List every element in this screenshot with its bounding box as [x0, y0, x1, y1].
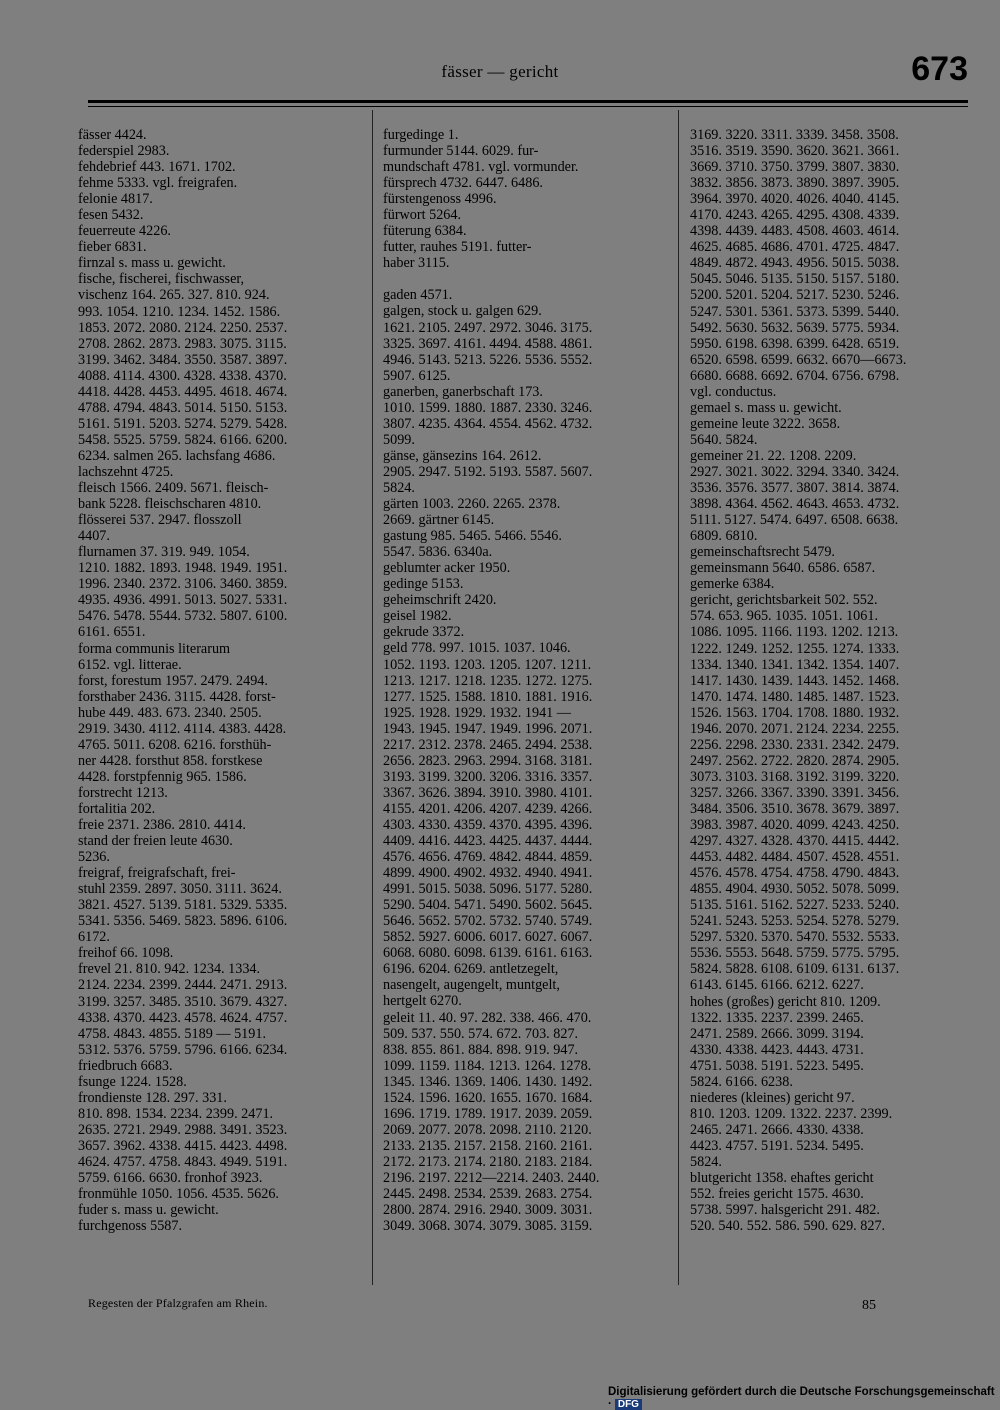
index-entry-line: 6172. [78, 929, 110, 946]
index-entry-line: 6520. 6598. 6599. 6632. 6670—6673. [690, 351, 907, 368]
index-entry-line: 2465. 2471. 2666. 4330. 4338. [690, 1121, 864, 1138]
index-entry-line: 3832. 3856. 3873. 3890. 3897. 3905. [690, 175, 900, 192]
index-entry-line: blutgericht 1358. ehaftes gericht [690, 1170, 874, 1187]
index-entry-line: 4338. 4370. 4423. 4578. 4624. 4757. [78, 1009, 288, 1026]
index-entry-line: 1621. 2105. 2497. 2972. 3046. 3175. [383, 319, 593, 336]
index-entry-line: 2445. 2498. 2534. 2539. 2683. 2754. [383, 1186, 593, 1203]
index-entry-line: 2800. 2874. 2916. 2940. 3009. 3031. [383, 1202, 593, 1219]
index-entry-line: 5640. 5824. [690, 431, 758, 448]
index-entry-line: fehme 5333. vgl. freigrafen. [78, 175, 238, 192]
index-entry-line: 1696. 1719. 1789. 1917. 2039. 2059. [383, 1105, 593, 1122]
index-entry-line: 5646. 5652. 5702. 5732. 5740. 5749. [383, 913, 593, 930]
index-entry-line: gastung 985. 5465. 5466. 5546. [383, 528, 562, 545]
index-entry-line: geisel 1982. [383, 608, 452, 625]
index-entry-line: 5536. 5553. 5648. 5759. 5775. 5795. [690, 945, 900, 962]
index-entry-line: 2471. 2589. 2666. 3099. 3194. [690, 1025, 864, 1042]
index-entry-line: füterung 6384. [383, 223, 467, 240]
index-entry-line: 2172. 2173. 2174. 2180. 2183. 2184. [383, 1153, 593, 1170]
index-entry-line: felonie 4817. [78, 191, 153, 208]
index-entry-line: 5492. 5630. 5632. 5639. 5775. 5934. [690, 319, 900, 336]
index-entry-line: mundschaft 4781. vgl. vormunder. [383, 159, 579, 176]
index-entry-line: gedinge 5153. [383, 576, 464, 593]
index-entry-line: 4453. 4482. 4484. 4507. 4528. 4551. [690, 849, 900, 866]
index-entry-line: 3049. 3068. 3074. 3079. 3085. 3159. [383, 1218, 593, 1235]
index-entry-line: 5824. 6166. 6238. [690, 1073, 793, 1090]
index-entry [78, 480, 360, 512]
index-entry [78, 143, 360, 159]
index-entry-line: 5341. 5356. 5469. 5823. 5896. 6106. [78, 913, 288, 930]
index-entry-line: 4303. 4330. 4359. 4370. 4395. 4396. [383, 816, 593, 833]
index-entry-line: 3193. 3199. 3200. 3206. 3316. 3357. [383, 768, 593, 785]
index-entry [78, 961, 360, 1057]
index-entry [690, 448, 972, 544]
column-divider [372, 110, 373, 1285]
index-entry-line: fürstengenoss 4996. [383, 191, 497, 208]
index-entry-line: vischenz 164. 265. 327. 810. 924. [78, 287, 270, 304]
index-entry-line: 5247. 5301. 5361. 5373. 5399. 5440. [690, 303, 900, 320]
index-entry [383, 303, 661, 383]
index-entry-line: 5161. 5191. 5203. 5274. 5279. 5428. [78, 415, 288, 432]
index-entry-line: 1052. 1193. 1203. 1205. 1207. 1211. [383, 656, 592, 673]
index-entry [78, 223, 360, 239]
index-entry-line: 6809. 6810. [690, 528, 758, 545]
index-entry-line: 509. 537. 550. 574. 672. 703. 827. [383, 1025, 579, 1042]
index-entry-line: gekrude 3372. [383, 624, 465, 641]
index-entry-line: 2656. 2823. 2963. 2994. 3168. 3181. [383, 752, 593, 769]
index-entry-line: geleit 11. 40. 97. 282. 338. 466. 470. [383, 1009, 592, 1026]
index-entry-line: gärten 1003. 2260. 2265. 2378. [383, 496, 561, 513]
index-entry-line: fesen 5432. [78, 207, 144, 224]
index-entry [383, 143, 661, 175]
index-entry-line: 6143. 6145. 6166. 6212. 6227. [690, 977, 864, 994]
index-entry-line: 3367. 3626. 3894. 3910. 3980. 4101. [383, 784, 593, 801]
index-entry-line: niederes (kleines) gericht 97. [690, 1089, 855, 1106]
index-entry-line: 4991. 5015. 5038. 5096. 5177. 5280. [383, 881, 593, 898]
index-entry [690, 400, 972, 416]
index-entry-line: 6234. salmen 265. lachsfang 4686. [78, 447, 276, 464]
index-entry-line: forst, forestum 1957. 2479. 2494. [78, 672, 268, 689]
index-entry-line: ganerben, ganerbschaft 173. [383, 383, 543, 400]
index-entry-line: 5241. 5243. 5253. 5254. 5278. 5279. [690, 913, 900, 930]
index-entry-line: feuerreute 4226. [78, 223, 171, 240]
index-entry-line: 4418. 4428. 4453. 4495. 4618. 4674. [78, 383, 288, 400]
index-entry-line: futter, rauhes 5191. futter- [383, 239, 532, 256]
index-entry-line: flurnamen 37. 319. 949. 1054. [78, 544, 250, 561]
index-entry-line: 1943. 1945. 1947. 1949. 1996. 2071. [383, 720, 593, 737]
index-entry-line: haber 3115. [383, 255, 450, 272]
index-entry-line: lachszehnt 4725. [78, 463, 174, 480]
index-entry [383, 496, 661, 528]
index-entry-line: fleisch 1566. 2409. 5671. fleisch- [78, 480, 269, 497]
index-entry-line: 2919. 3430. 4112. 4114. 4383. 4428. [78, 720, 287, 737]
index-entry-line: fsunge 1224. 1528. [78, 1073, 187, 1090]
index-entry-line: 4428. forstpfennig 965. 1586. [78, 768, 247, 785]
index-entry-line: hohes (großes) gericht 810. 1209. [690, 993, 881, 1010]
index-entry [383, 448, 661, 496]
index-entry-line: forstrecht 1213. [78, 784, 168, 801]
index-entry-line: 552. freies gericht 1575. 4630. [690, 1186, 864, 1203]
index-entry-line: firnzal s. mass u. gewicht. [78, 255, 226, 272]
index-entry-line: fische, fischerei, fischwasser, [78, 271, 245, 288]
index-entry-line: 6680. 6688. 6692. 6704. 6756. 6798. [690, 367, 900, 384]
index-entry-line: gemael s. mass u. gewicht. [690, 399, 842, 416]
index-entry-line: federspiel 2983. [78, 143, 170, 160]
index-entry-line: 3983. 3987. 4020. 4099. 4243. 4250. [690, 817, 900, 834]
index-entry-line: geheimschrift 2420. [383, 592, 497, 609]
index-entry [383, 239, 661, 271]
index-entry-line: 2124. 2234. 2399. 2444. 2471. 2913. [78, 977, 288, 994]
index-entry [690, 592, 972, 993]
index-entry-line: 2669. gärtner 6145. [383, 512, 495, 529]
index-entry [78, 1218, 360, 1234]
index-entry [383, 560, 661, 576]
index-entry [383, 223, 661, 239]
index-entry-line: 3536. 3576. 3577. 3807. 3814. 3874. [690, 480, 900, 497]
index-entry [78, 673, 360, 801]
index-entry-line: 4407. [78, 528, 110, 545]
index-entry-line: 2497. 2562. 2722. 2820. 2874. 2905. [690, 752, 900, 769]
index-entry-line: fässer 4424. [78, 127, 147, 143]
index-entry [78, 512, 360, 544]
index-entry [383, 528, 661, 560]
index-entry-line: 4330. 4338. 4423. 4443. 4731. [690, 1041, 864, 1058]
index-entry [78, 159, 360, 175]
index-entry-line: 5547. 5836. 6340a. [383, 544, 493, 561]
footer-source: Regesten der Pfalzgrafen am Rhein. [88, 1296, 268, 1310]
index-entry-line: 5852. 5927. 6006. 6017. 6027. 6067. [383, 929, 593, 946]
index-entry [690, 560, 972, 576]
index-entry-line: 2133. 2135. 2157. 2158. 2160. 2161. [383, 1137, 593, 1154]
index-entry [78, 1058, 360, 1074]
header-rule-thick [88, 100, 968, 103]
index-entry-line: forma communis literarum [78, 640, 231, 657]
index-entry-line: 1853. 2072. 2080. 2124. 2250. 2537. [78, 319, 288, 336]
index-entry-line: 5236. [78, 849, 110, 866]
index-entry-line: frevel 21. 810. 942. 1234. 1334. [78, 961, 261, 978]
index-entry-line: 1925. 1928. 1929. 1932. 1941 — [383, 704, 571, 721]
index-entry-line: friedbruch 6683. [78, 1057, 173, 1074]
index-entry-line: 1099. 1159. 1184. 1213. 1264. 1278. [383, 1057, 592, 1074]
index-entry-line: 5476. 5478. 5544. 5732. 5807. 6100. [78, 608, 288, 625]
index-entry [78, 271, 360, 480]
index-entry-line: 1010. 1599. 1880. 1887. 2330. 3246. [383, 399, 593, 416]
index-entry-line: 3516. 3519. 3590. 3620. 3621. 3661. [690, 143, 900, 160]
index-entry-line: freigraf, freigrafschaft, frei- [78, 865, 236, 882]
index-entry-line: 5824. [690, 1154, 722, 1170]
index-entry [383, 191, 661, 207]
header-rule-thin [88, 106, 968, 107]
index-entry-line: 4751. 5038. 5191. 5223. 5495. [690, 1057, 864, 1074]
index-entry-line: freie 2371. 2386. 2810. 4414. [78, 817, 246, 834]
index-entry-line: 2927. 3021. 3022. 3294. 3340. 3424. [690, 463, 900, 480]
index-entry-line: 6068. 6080. 6098. 6139. 6161. 6163. [383, 945, 593, 962]
index-entry-line: 4788. 4794. 4843. 5014. 5150. 5153. [78, 399, 288, 416]
digitization-note [608, 1386, 1000, 1410]
index-entry-line: gemerke 6384. [690, 576, 775, 593]
index-entry [383, 624, 661, 640]
index-entry-line: 2256. 2298. 2330. 2331. 2342. 2479. [690, 736, 900, 753]
index-entry-line: 3821. 4527. 5139. 5181. 5329. 5335. [78, 897, 288, 914]
index-entry-line: 2069. 2077. 2078. 2098. 2110. 2120. [383, 1121, 592, 1138]
index-entry-line: 5111. 5127. 5474. 6497. 6508. 6638. [690, 512, 899, 529]
index-entry-line: 3898. 4364. 4562. 4643. 4653. 4732. [690, 496, 900, 513]
digitization-text: Digitalisierung gefördert durch die Deutsche Forschungsgemeinschaft · [608, 1386, 995, 1410]
index-entry-line: 3073. 3103. 3168. 3192. 3199. 3220. [690, 768, 900, 785]
index-entry-line: 1417. 1430. 1439. 1443. 1452. 1468. [690, 672, 900, 689]
index-entry-line: vgl. conductus. [690, 383, 777, 400]
index-entry [78, 1090, 360, 1202]
index-entry-line: 3669. 3710. 3750. 3799. 3807. 3830. [690, 159, 900, 176]
page-number: 673 [911, 50, 968, 88]
index-entry-line: 5135. 5161. 5162. 5227. 5233. 5240. [690, 897, 900, 914]
index-entry-line: 5738. 5997. halsgericht 291. 482. [690, 1202, 880, 1219]
index-entry-line: 4155. 4201. 4206. 4207. 4239. 4266. [383, 800, 593, 817]
index-entry-line: 3325. 3697. 4161. 4494. 4588. 4861. [383, 335, 593, 352]
index-entry-line: 1946. 2070. 2071. 2124. 2234. 2255. [690, 720, 900, 737]
index-entry-line: 4765. 5011. 6208. 6216. forsthüh- [78, 736, 272, 753]
index-entry-line: fürsprech 4732. 6447. 6486. [383, 175, 543, 192]
index-entry-line: forsthaber 2436. 3115. 4428. forst- [78, 688, 276, 705]
index-entry [383, 608, 661, 624]
index-entry [690, 416, 972, 448]
index-entry-line: nasengelt, augengelt, muntgelt, [383, 977, 560, 994]
index-entry-line: 5099. [383, 431, 415, 448]
index-entry-line: 5297. 5320. 5370. 5470. 5532. 5533. [690, 929, 900, 946]
index-entry-line: 5290. 5404. 5471. 5490. 5602. 5645. [383, 897, 593, 914]
index-entry-line: 810. 898. 1534. 2234. 2399. 2471. [78, 1105, 274, 1122]
index-entry-line: gemeinschaftsrecht 5479. [690, 544, 835, 561]
index-entry-line: 6152. vgl. litterae. [78, 656, 182, 673]
index-entry-line: 1345. 1346. 1369. 1406. 1430. 1492. [383, 1073, 593, 1090]
index-entry-line: 5950. 6198. 6398. 6399. 6428. 6519. [690, 335, 900, 352]
index-entry [78, 544, 360, 640]
index-entry-line: 2635. 2721. 2949. 2988. 3491. 3523. [78, 1121, 288, 1138]
index-entry-line: 1086. 1095. 1166. 1193. 1202. 1213. [690, 624, 899, 641]
index-entry-line: 3657. 3962. 4338. 4415. 4423. 4498. [78, 1137, 288, 1154]
dfg-logo: DFG [615, 1399, 642, 1410]
index-entry [690, 576, 972, 592]
index-entry-line: 3169. 3220. 3311. 3339. 3458. 3508. [690, 127, 899, 143]
index-entry-line: 3199. 3257. 3485. 3510. 3679. 4327. [78, 993, 288, 1010]
index-entry-line: fieber 6831. [78, 239, 147, 256]
index-entry-line: 4758. 4843. 4855. 5189 — 5191. [78, 1025, 266, 1042]
index-entry-line: fronmühle 1050. 1056. 4535. 5626. [78, 1186, 279, 1203]
index-entry-line: 4899. 4900. 4902. 4932. 4940. 4941. [383, 865, 593, 882]
index-entry-line: 2196. 2197. 2212—2214. 2403. 2440. [383, 1170, 600, 1186]
index-entry [383, 287, 661, 303]
index-entry [78, 191, 360, 207]
index-entry [383, 175, 661, 191]
index-entry-line: furgedinge 1. [383, 127, 459, 143]
index-entry-line: geld 778. 997. 1015. 1037. 1046. [383, 640, 571, 657]
index-entry-line: 4935. 4936. 4991. 5013. 5027. 5331. [78, 592, 288, 609]
index-entry-line: 3199. 3462. 3484. 3550. 3587. 3897. [78, 351, 288, 368]
index-entry-line: 5759. 6166. 6630. fronhof 3923. [78, 1170, 263, 1187]
index-entry-line: 1996. 2340. 2372. 3106. 3460. 3859. [78, 576, 288, 593]
index-entry-line: freihof 66. 1098. [78, 945, 174, 962]
index-entry [78, 175, 360, 191]
index-column-3 [690, 127, 972, 1234]
index-entry [690, 994, 972, 1090]
index-entry-line: 1470. 1474. 1480. 1485. 1487. 1523. [690, 688, 900, 705]
index-entry-line: hertgelt 6270. [383, 993, 462, 1010]
index-entry [78, 945, 360, 961]
index-entry-line: 4398. 4439. 4483. 4508. 4603. 4614. [690, 223, 900, 240]
index-entry-line: 1526. 1563. 1704. 1708. 1880. 1932. [690, 704, 900, 721]
index-entry-line: bank 5228. fleischscharen 4810. [78, 496, 262, 513]
index-entry [383, 384, 661, 448]
index-entry-line: 4576. 4656. 4769. 4842. 4844. 4859. [383, 849, 593, 866]
index-entry-line: furchgenoss 5587. [78, 1218, 183, 1235]
index-entry-line: 2905. 2947. 5192. 5193. 5587. 5607. [383, 463, 593, 480]
index-entry-line: gemeinsmann 5640. 6586. 6587. [690, 560, 876, 577]
index-entry-line: frondienste 128. 297. 331. [78, 1089, 227, 1106]
page-title: fässer — gericht [441, 62, 559, 81]
index-entry-line: 4409. 4416. 4423. 4425. 4437. 4444. [383, 833, 593, 850]
index-entry [383, 207, 661, 223]
index-entry-line: 4423. 4757. 5191. 5234. 5495. [690, 1137, 864, 1154]
index-entry-line: 5907. 6125. [383, 367, 451, 384]
index-entry-line: gänse, gänsezins 164. 2612. [383, 447, 542, 464]
index-entry-line: 3257. 3266. 3367. 3390. 3391. 3456. [690, 784, 900, 801]
index-entry [383, 640, 661, 1009]
index-entry-line: 5824. [383, 479, 415, 496]
index-entry-line: 5824. 5828. 6108. 6109. 6131. 6137. [690, 961, 900, 978]
index-entry-line: gemeine leute 3222. 3658. [690, 415, 841, 432]
index-entry-line: 3964. 3970. 4020. 4026. 4040. 4145. [690, 191, 900, 208]
index-entry-line: 1210. 1882. 1893. 1948. 1949. 1951. [78, 560, 288, 577]
entry-gap [383, 271, 661, 287]
index-entry [78, 865, 360, 945]
footer-signature: 85 [862, 1298, 876, 1313]
index-entry [690, 1170, 972, 1234]
index-entry [78, 817, 360, 865]
index-entry [690, 1090, 972, 1170]
index-entry [78, 207, 360, 223]
index-entry-line: 4624. 4757. 4758. 4843. 4949. 5191. [78, 1154, 288, 1170]
index-entry-line: gaden 4571. [383, 287, 453, 304]
index-entry [383, 592, 661, 608]
index-entry-line: 4088. 4114. 4300. 4328. 4338. 4370. [78, 367, 287, 384]
index-entry-line: 4855. 4904. 4930. 5052. 5078. 5099. [690, 881, 900, 898]
index-column-2 [383, 127, 661, 1234]
index-entry [690, 127, 972, 400]
index-entry-line: 838. 855. 861. 884. 898. 919. 947. [383, 1041, 579, 1058]
index-entry [78, 1074, 360, 1090]
index-entry-line: 1222. 1249. 1252. 1255. 1274. 1333. [690, 640, 900, 657]
index-entry [690, 544, 972, 560]
index-entry-line: 6196. 6204. 6269. antletzegelt, [383, 961, 559, 978]
index-entry-line: gemeiner 21. 22. 1208. 2209. [690, 447, 857, 464]
index-entry-line: fürwort 5264. [383, 207, 462, 224]
index-entry-line: fortalitia 202. [78, 800, 156, 817]
index-entry [383, 127, 661, 143]
index-entry-line: geblumter acker 1950. [383, 560, 511, 577]
index-entry-line: 993. 1054. 1210. 1234. 1452. 1586. [78, 303, 281, 320]
index-entry-line: 810. 1203. 1209. 1322. 2237. 2399. [690, 1105, 893, 1122]
index-entry-line: 574. 653. 965. 1035. 1051. 1061. [690, 608, 878, 625]
index-entry-line: 4946. 5143. 5213. 5226. 5536. 5552. [383, 351, 593, 368]
index-entry-line: 5312. 5376. 5759. 5796. 6166. 6234. [78, 1041, 288, 1058]
index-entry [383, 576, 661, 592]
index-entry-line: stand der freien leute 4630. [78, 833, 233, 850]
index-entry-line: furmunder 5144. 6029. fur- [383, 143, 539, 160]
index-entry-line: 5045. 5046. 5135. 5150. 5157. 5180. [690, 271, 900, 288]
index-entry [78, 127, 360, 143]
index-entry-line: 2708. 2862. 2873. 2983. 3075. 3115. [78, 335, 287, 352]
index-entry [383, 1010, 661, 1235]
index-entry-line: 6161. 6551. [78, 624, 146, 641]
index-entry-line: flösserei 537. 2947. flosszoll [78, 512, 242, 529]
index-entry-line: hube 449. 483. 673. 2340. 2505. [78, 704, 262, 721]
index-entry-line: 4849. 4872. 4943. 4956. 5015. 5038. [690, 255, 900, 272]
index-entry-line: 2217. 2312. 2378. 2465. 2494. 2538. [383, 736, 593, 753]
index-entry-line: 3484. 3506. 3510. 3678. 3679. 3897. [690, 800, 900, 817]
index-entry-line: 520. 540. 552. 586. 590. 629. 827. [690, 1218, 886, 1235]
index-entry-line: 1524. 1596. 1620. 1655. 1670. 1684. [383, 1089, 593, 1106]
index-entry-line: fehdebrief 443. 1671. 1702. [78, 159, 236, 176]
index-entry [78, 239, 360, 255]
index-entry-line: 4625. 4685. 4686. 4701. 4725. 4847. [690, 239, 900, 256]
index-entry [78, 1202, 360, 1218]
index-entry [78, 255, 360, 271]
index-entry-line: stuhl 2359. 2897. 3050. 3111. 3624. [78, 881, 282, 898]
index-entry-line: 4297. 4327. 4328. 4370. 4415. 4442. [690, 833, 900, 850]
index-entry-line: 1334. 1340. 1341. 1342. 1354. 1407. [690, 656, 900, 673]
index-entry-line: gericht, gerichtsbarkeit 502. 552. [690, 592, 878, 609]
index-entry-line: galgen, stock u. galgen 629. [383, 303, 542, 320]
index-entry-line: ner 4428. forsthut 858. forstkese [78, 752, 263, 769]
column-divider [678, 110, 679, 1285]
index-entry [78, 801, 360, 817]
index-entry-line: 1322. 1335. 2237. 2399. 2465. [690, 1009, 864, 1026]
index-entry-line: 5200. 5201. 5204. 5217. 5230. 5246. [690, 287, 900, 304]
index-entry-line: 1277. 1525. 1588. 1810. 1881. 1916. [383, 688, 593, 705]
index-entry-line: 4170. 4243. 4265. 4295. 4308. 4339. [690, 207, 900, 224]
index-entry [78, 641, 360, 673]
index-entry-line: 1213. 1217. 1218. 1235. 1272. 1275. [383, 672, 593, 689]
index-column-1 [78, 127, 360, 1234]
index-entry-line: 5458. 5525. 5759. 5824. 6166. 6200. [78, 431, 288, 448]
index-entry-line: 3807. 4235. 4364. 4554. 4562. 4732. [383, 415, 593, 432]
index-entry-line: 4576. 4578. 4754. 4758. 4790. 4843. [690, 865, 900, 882]
index-entry-line: fuder s. mass u. gewicht. [78, 1202, 219, 1219]
